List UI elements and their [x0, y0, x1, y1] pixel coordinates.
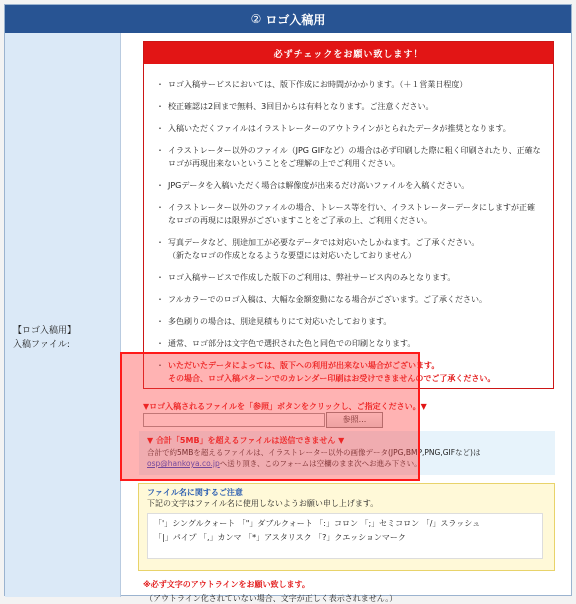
filename-notice-text: 下記の文字はファイル名に使用しないようお願い申し上げます。: [147, 499, 379, 508]
size-text-after: へ送り頂き、このフォームは空欄のまま次へお進み下さい。: [219, 459, 422, 468]
list-item: ・ JPGデータを入稿いただく場合は解像度が出来るだけ高いファイルを入稿ください。: [156, 181, 470, 190]
checklist-box: [143, 41, 554, 389]
list-item: ・ イラストレーター以外のファイルの場合、トレース等を行い、イラストレーターデータにしますが正確なロゴの再現には限界がございますことをご了承の上、ご利用ください。: [156, 203, 535, 225]
section-number: ②: [250, 12, 262, 26]
forbidden-characters-box: [147, 513, 543, 559]
filename-notice: [138, 483, 555, 571]
list-item: ・ 校正確認は2回まで無料、3回目からは有料となります。ご注意ください。: [156, 102, 434, 111]
list-item: ・ イラストレーター以外のファイル（JPG GIFなど）の場合は必ず印刷した際に粗く印刷されたり、正確なロゴが再現出来ないということをご理解の上でご利用ください。: [156, 146, 541, 168]
logo-submission-panel: [4, 4, 572, 603]
field-label: [13, 324, 76, 352]
field-label-line1: 【ロゴ入稿用】: [13, 326, 77, 336]
size-limit-title: ▼ 合計「5MB」を超えるファイルは送信できません ▼: [147, 436, 345, 445]
browse-button[interactable]: 参照...: [326, 412, 383, 428]
email-link[interactable]: osp@hankoya.co.jp: [147, 459, 220, 468]
upload-instruction: ▼ロゴ入稿されるファイルを「参照」ボタンをクリックし、ご指定ください。▼: [143, 402, 427, 411]
outline-required-note: ※必ず文字のアウトラインをお願い致します。: [143, 580, 310, 589]
label-column: [5, 33, 121, 597]
checklist-title: 必ずチェックをお願い致します！: [144, 42, 553, 64]
field-label-line2: 入稿ファイル:: [13, 340, 70, 350]
list-item: ・ ロゴ入稿サービスにおいては、版下作成にお時間がかかります。（＋１営業日程度）: [156, 80, 468, 89]
outline-subnote: （アウトライン化されていない場合、文字が正しく表示されません。）: [145, 594, 398, 603]
filename-notice-title: ファイル名に関するご注意: [147, 488, 243, 497]
warning-item: ・ いただいたデータによっては、版下への利用が出来ない場合がございます。 その場合、ロゴ入稿パターンでのカレンダー印刷はお受けできませんのでご了承ください。: [156, 361, 496, 383]
list-item: ・ フルカラーでのロゴ入稿は、大幅な金額変動になる場合がございます。ご了承ください。: [156, 295, 488, 304]
list-item: ・ ロゴ入稿サービスで作成した版下のご利用は、弊社サービス内のみとなります。: [156, 273, 456, 282]
size-text-before: 合計で約5MBを超えるファイルは、イラストレーター以外の画像データ(JPG,BMP,PNG,GIFなど)は: [147, 448, 481, 457]
list-item: ・ 通常、ロゴ部分は文字色で選択された色と同色での印刷となります。: [156, 339, 416, 348]
forbidden-characters-line2: 「|」パイプ 「,」カンマ 「*」アスタリスク 「?」クエッションマーク: [154, 533, 406, 542]
section-header: [5, 5, 571, 33]
list-item: ・ 多色刷りの場合は、別途見積もりにて対応いたしております。: [156, 317, 392, 326]
section-title: ロゴ入稿用: [265, 12, 326, 27]
forbidden-characters-line1: 「'」シングルクォート 「"」ダブルクォート 「:」コロン 「;」セミコロン 「/」スラッシュ: [154, 519, 481, 528]
list-item: ・ 入稿いただくファイルはイラストレーターのアウトラインがとられたデータが推奨となります。: [156, 124, 511, 133]
selection-highlight: [120, 352, 420, 481]
list-item: ・ 写真データなど、別途加工が必要なデータでは対応いたしかねます。ご了承ください。 （新たなロゴの作成となるような要望には対応いたしておりません）: [156, 238, 480, 260]
content-column: [121, 33, 571, 603]
